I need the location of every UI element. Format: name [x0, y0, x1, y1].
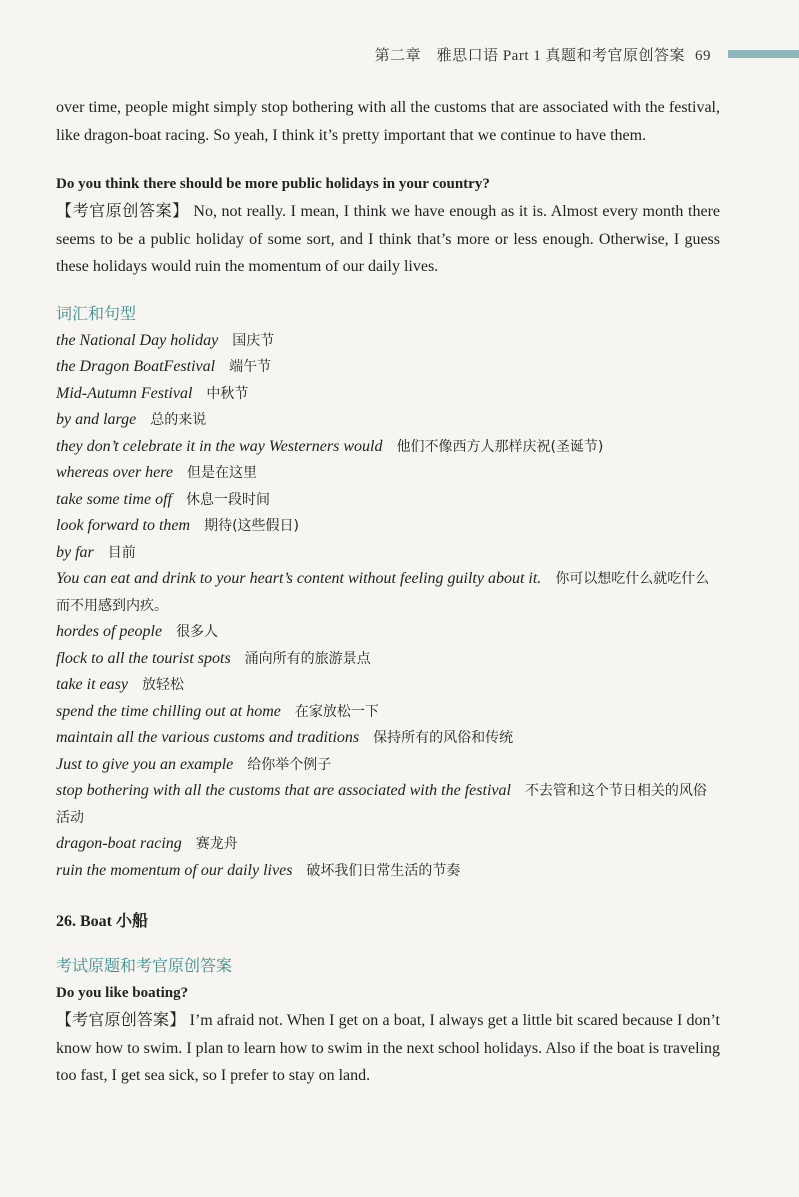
vocab-item [56, 619, 720, 646]
vocab-chinese: 总的来说 [150, 412, 207, 428]
vocab-chinese: 很多人 [176, 624, 219, 640]
vocab-chinese: 放轻松 [141, 677, 184, 693]
vocab-item [56, 540, 720, 567]
vocab-english: ruin the momentum of our daily lives [56, 861, 293, 879]
vocab-english: the Dragon BoatFestival [56, 358, 216, 375]
vocab-english: they don’t celebrate it in the way Westerners would [56, 437, 383, 455]
chapter-title: 第二章 雅思口语 Part 1 真题和考官原创答案 [374, 48, 685, 64]
header-accent-bar [728, 50, 799, 58]
vocab-english: Mid-Autumn Festival [56, 384, 193, 402]
vocab-chinese: 在家放松一下 [294, 703, 379, 720]
vocab-english: stop bothering with all the customs that are associated with the festival [56, 782, 511, 799]
vocab-chinese: 涌向所有的旅游景点 [244, 650, 371, 667]
vocab-chinese: 端午节 [229, 359, 272, 375]
question-boating: Do you like boating? [56, 985, 189, 1001]
vocab-item [56, 778, 720, 831]
vocab-item [56, 487, 720, 514]
vocab-item [56, 646, 720, 673]
vocab-english: You can eat and drink to your heart’s content without feeling guilty about it. [56, 570, 542, 587]
vocab-chinese: 目前 [107, 544, 136, 561]
vocab-item [56, 381, 720, 408]
vocab-english: maintain all the various customs and traditions [56, 729, 360, 746]
vocab-item [56, 513, 720, 540]
vocab-english: hordes of people [56, 623, 163, 640]
exam-section-label: 考试原题和考官原创答案 [56, 958, 233, 975]
vocab-chinese: 他们不像西方人那样庆祝(圣诞节) [396, 438, 604, 455]
vocab-english: by and large [56, 411, 137, 428]
vocab-chinese: 你可以想吃什么就吃什么而不用感到内疚。 [56, 571, 710, 614]
vocab-chinese: 赛龙舟 [195, 836, 238, 852]
vocab-english: dragon-boat racing [56, 835, 182, 852]
vocab-english: flock to all the tourist spots [56, 649, 231, 667]
page-header [0, 40, 799, 64]
vocab-item [56, 354, 720, 381]
section-title: 26. Boat 小船 [56, 913, 149, 930]
vocab-chinese: 国庆节 [232, 332, 275, 349]
page-body [56, 94, 720, 1090]
vocab-list [56, 328, 720, 885]
vocab-chinese: 期待(这些假日) [204, 518, 300, 534]
vocab-english: Just to give you an example [56, 755, 234, 773]
vocab-chinese: 中秋节 [206, 385, 249, 402]
vocab-english: look forward to them [56, 517, 191, 534]
vocab-item [56, 752, 720, 779]
vocab-item [56, 434, 720, 461]
vocab-item [56, 328, 720, 355]
vocab-item [56, 407, 720, 434]
vocab-item [56, 831, 720, 858]
vocab-chinese: 但是在这里 [187, 465, 257, 481]
question-public-holidays: Do you think there should be more public holidays in your country? [56, 176, 490, 192]
answer-tag: 【考官原创答案】 [56, 1012, 186, 1029]
vocab-item [56, 566, 720, 619]
answer-tag: 【考官原创答案】 [56, 203, 189, 220]
vocab-english: spend the time chilling out at home [56, 702, 281, 720]
answer-boating [56, 1007, 720, 1090]
intro-paragraph: over time, people might simply stop bothering with all the customs that are associated with the festival, like dragon-boat racing. So yeah, I think it’s pretty important that we continue to have them. [56, 99, 720, 144]
running-head [375, 44, 711, 65]
vocab-chinese: 休息一段时间 [185, 491, 270, 508]
vocab-english: the National Day holiday [56, 331, 219, 349]
vocab-english: by far [56, 543, 94, 561]
vocab-item [56, 858, 720, 885]
answer-public-holidays [56, 198, 720, 281]
vocab-item [56, 460, 720, 487]
vocab-chinese: 给你举个例子 [247, 756, 332, 773]
vocab-item [56, 725, 720, 752]
answer-text: No, not really. I mean, I think we have enough as it is. Almost every month there seems to be a public holiday of some sort, and I think that’s more or less enough. Otherwise, I guess these holidays would ruin the momentum of our daily lives. [56, 203, 721, 275]
vocab-item [56, 699, 720, 726]
vocab-chinese: 破坏我们日常生活的节奏 [306, 862, 461, 879]
answer-text: I’m afraid not. When I get on a boat, I always get a little bit scared because I don’t know how to swim. I plan to learn how to swim in the next school holidays. Also if the boat is traveling too fast, I get sea sick, so I prefer to stay on land. [56, 1012, 721, 1084]
vocab-chinese: 不去管和这个节日相关的风俗活动 [56, 783, 707, 826]
vocab-english: take it easy [56, 676, 128, 693]
vocab-item [56, 672, 720, 699]
vocab-english: take some time off [56, 490, 172, 508]
vocab-section-label: 词汇和句型 [56, 305, 137, 323]
vocab-chinese: 保持所有的风俗和传统 [373, 730, 514, 746]
page-number: 69 [695, 48, 711, 64]
vocab-english: whereas over here [56, 464, 173, 481]
